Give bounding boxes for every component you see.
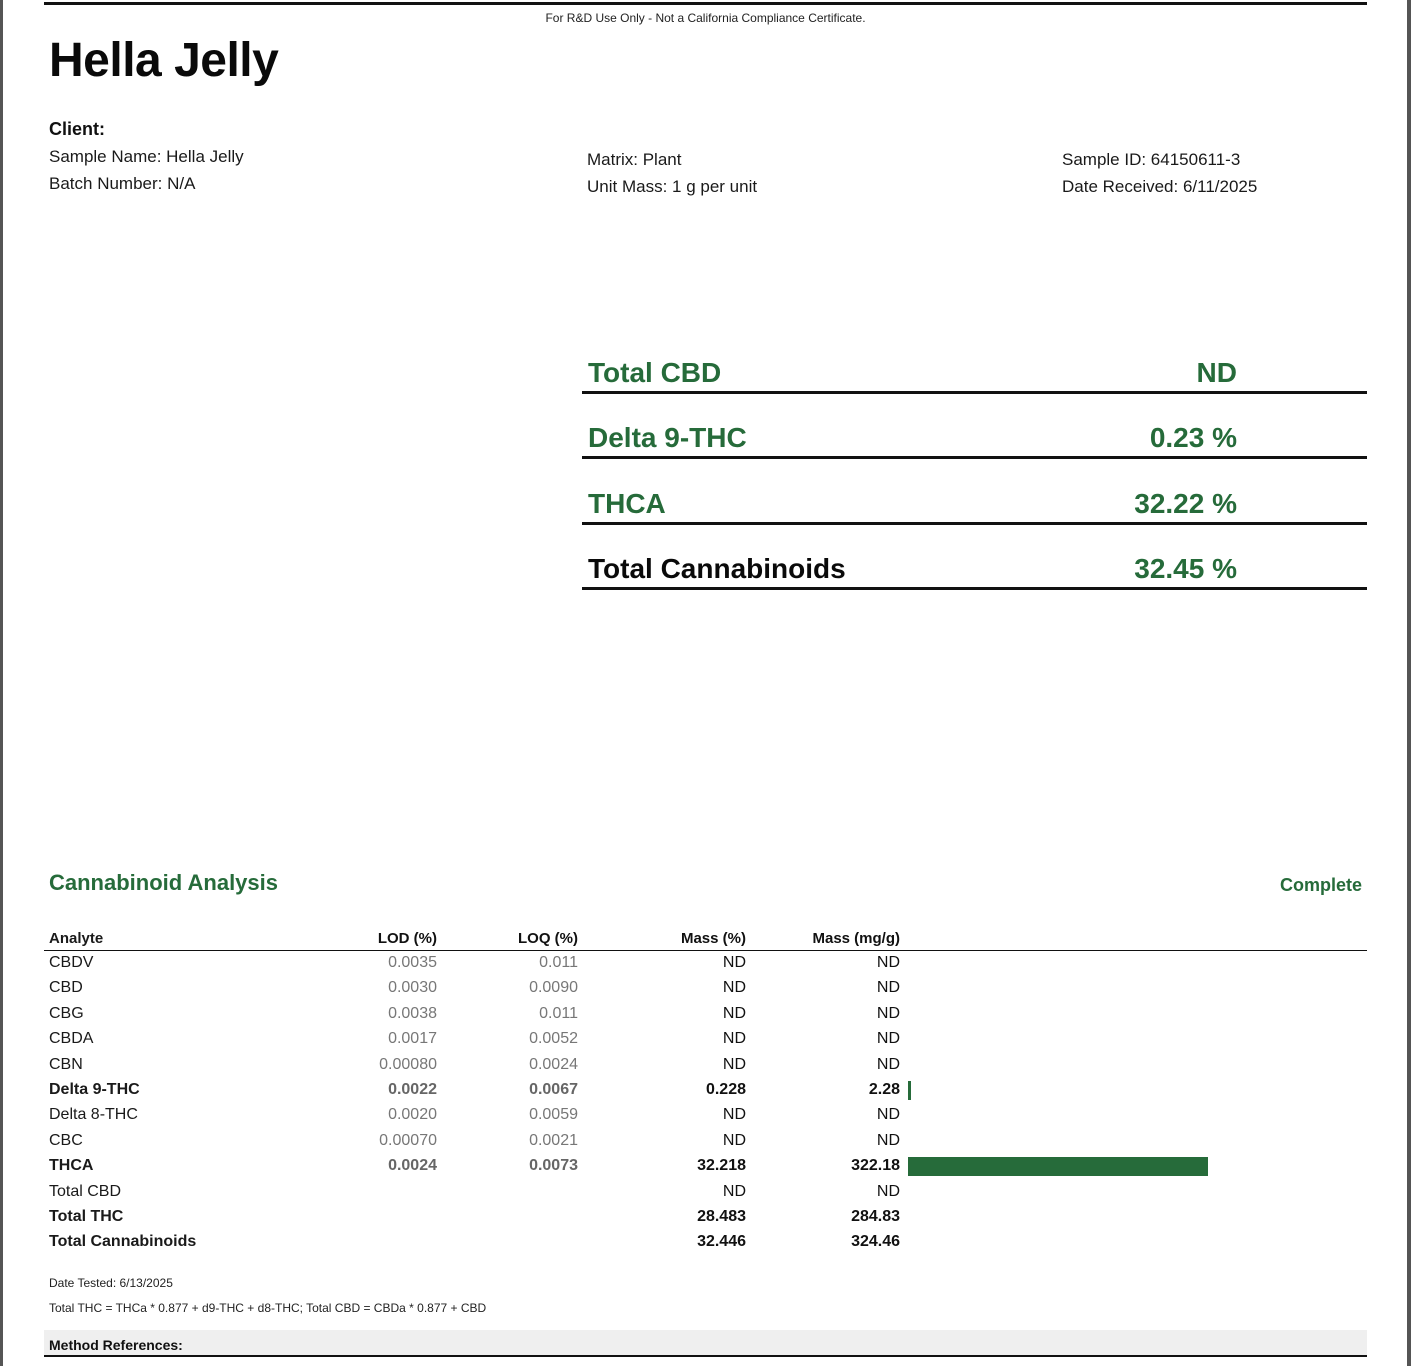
cell-lod: 0.0035 bbox=[388, 954, 437, 971]
cell-loq: 0.0024 bbox=[529, 1055, 578, 1073]
cell-mass-mg: ND bbox=[876, 979, 900, 997]
cell-loq: 0.011 bbox=[539, 954, 578, 971]
status-badge: Complete bbox=[1279, 875, 1362, 895]
sample-name: Sample Name: Hella Jelly bbox=[49, 147, 244, 166]
table-row bbox=[44, 1180, 1367, 1205]
summary-total-cannabinoids bbox=[582, 522, 1367, 590]
cell-analyte: Total THC bbox=[49, 1208, 124, 1225]
header-mass-mg: Mass (mg/g) bbox=[812, 930, 900, 947]
sample-id: Sample ID: 64150611-3 bbox=[1062, 150, 1241, 169]
cell-mass-mg: ND bbox=[876, 1106, 900, 1124]
summary-label: THCA bbox=[588, 488, 666, 519]
client-label: Client: bbox=[49, 119, 105, 139]
cell-lod: 0.0020 bbox=[388, 1106, 437, 1124]
summary-label: Total Cannabinoids bbox=[588, 553, 846, 584]
table-row bbox=[44, 1129, 1367, 1154]
top-rule bbox=[44, 2, 1367, 5]
cell-mass-mg: ND bbox=[876, 1055, 900, 1073]
page-border-right bbox=[1407, 0, 1411, 1366]
mass-bar bbox=[908, 1081, 911, 1100]
unit-mass: Unit Mass: 1 g per unit bbox=[587, 177, 758, 196]
summary-delta9-thc bbox=[582, 391, 1367, 459]
summary-value: ND bbox=[1196, 357, 1237, 388]
page-title: Hella Jelly bbox=[49, 34, 279, 87]
cell-mass-pct: ND bbox=[722, 1106, 746, 1124]
cell-analyte: CBDA bbox=[49, 1030, 94, 1048]
cell-lod: 0.0030 bbox=[388, 979, 437, 997]
method-references-label: Method References: bbox=[49, 1337, 183, 1353]
cell-lod: 0.00070 bbox=[379, 1131, 437, 1149]
header-analyte: Analyte bbox=[49, 930, 104, 947]
cell-lod: 0.0038 bbox=[388, 1004, 437, 1022]
cell-lod: 0.00080 bbox=[379, 1055, 437, 1073]
table-row bbox=[44, 1002, 1367, 1027]
cell-loq: 0.011 bbox=[539, 1004, 578, 1022]
summary-value: 0.23 % bbox=[1149, 422, 1237, 453]
header-lod: LOD (%) bbox=[377, 930, 437, 947]
table-row bbox=[44, 951, 1367, 976]
table-row bbox=[44, 1103, 1367, 1128]
cell-mass-pct: ND bbox=[722, 1131, 746, 1149]
cell-analyte: Total Cannabinoids bbox=[49, 1233, 197, 1251]
cell-mass-mg: ND bbox=[876, 1004, 900, 1022]
date-received: Date Received: 6/11/2025 bbox=[1062, 177, 1258, 196]
cell-mass-mg: ND bbox=[876, 1131, 900, 1149]
header-loq: LOQ (%) bbox=[518, 930, 578, 947]
cell-loq: 0.0090 bbox=[529, 979, 578, 997]
method-references-bar bbox=[44, 1330, 1367, 1355]
table-row bbox=[44, 1205, 1367, 1230]
header-mass-pct: Mass (%) bbox=[680, 930, 746, 947]
table-row bbox=[44, 1078, 1367, 1103]
summary-label: Total CBD bbox=[588, 357, 722, 388]
cell-loq: 0.0059 bbox=[529, 1106, 578, 1124]
table-row bbox=[44, 1154, 1367, 1179]
cell-analyte: CBD bbox=[49, 979, 83, 997]
cell-mass-pct: ND bbox=[722, 954, 746, 971]
cell-mass-mg: ND bbox=[876, 1030, 900, 1048]
cell-mass-mg: 324.46 bbox=[851, 1233, 900, 1251]
summary-value: 32.22 % bbox=[1134, 488, 1237, 519]
summary-thca bbox=[582, 457, 1367, 525]
cell-mass-pct: ND bbox=[722, 1030, 746, 1048]
cell-loq: 0.0052 bbox=[529, 1030, 578, 1048]
cell-mass-pct: ND bbox=[722, 979, 746, 997]
cell-analyte: CBC bbox=[49, 1131, 83, 1149]
batch-number: Batch Number: N/A bbox=[49, 174, 196, 193]
cell-loq: 0.0021 bbox=[529, 1131, 578, 1149]
table-row bbox=[44, 1027, 1367, 1052]
cell-mass-mg: ND bbox=[876, 1182, 900, 1200]
matrix: Matrix: Plant bbox=[587, 150, 682, 169]
rd-notice: For R&D Use Only - Not a California Compliance Certificate. bbox=[545, 11, 866, 25]
cell-mass-mg: ND bbox=[876, 954, 900, 971]
cell-mass-mg: 284.83 bbox=[851, 1208, 900, 1225]
cell-mass-pct: ND bbox=[722, 1055, 746, 1073]
section-title: Cannabinoid Analysis bbox=[49, 870, 279, 895]
cell-analyte: Delta 8-THC bbox=[49, 1106, 138, 1124]
mass-bar bbox=[908, 1157, 1208, 1176]
cell-mass-pct: ND bbox=[722, 1004, 746, 1022]
cell-lod: 0.0022 bbox=[388, 1081, 437, 1098]
bottom-rule bbox=[44, 1355, 1367, 1357]
summary-total-cbd bbox=[582, 326, 1367, 394]
cell-analyte: CBN bbox=[49, 1055, 83, 1073]
date-tested: Date Tested: 6/13/2025 bbox=[49, 1276, 173, 1290]
cell-loq: 0.0067 bbox=[529, 1081, 578, 1098]
cell-mass-pct: 32.218 bbox=[697, 1157, 746, 1175]
table-row bbox=[44, 1053, 1367, 1078]
summary-value: 32.45 % bbox=[1134, 553, 1237, 584]
cell-lod: 0.0024 bbox=[388, 1157, 437, 1175]
table-header bbox=[44, 928, 1367, 951]
cell-lod: 0.0017 bbox=[388, 1030, 437, 1048]
cell-loq: 0.0073 bbox=[529, 1157, 578, 1175]
cell-mass-pct: 28.483 bbox=[697, 1208, 746, 1225]
cell-mass-mg: 2.28 bbox=[868, 1081, 900, 1098]
cell-mass-pct: ND bbox=[722, 1182, 746, 1200]
cell-analyte: CBDV bbox=[49, 954, 94, 971]
summary-label: Delta 9-THC bbox=[588, 422, 747, 453]
formula-note: Total THC = THCa * 0.877 + d9-THC + d8-THC; Total CBD = CBDa * 0.877 + CBD bbox=[49, 1301, 487, 1315]
table-row bbox=[44, 1230, 1367, 1255]
cell-mass-pct: 32.446 bbox=[697, 1233, 746, 1251]
cell-analyte: THCA bbox=[49, 1157, 94, 1175]
cell-analyte: Delta 9-THC bbox=[49, 1081, 140, 1098]
page-border-left bbox=[0, 0, 3, 1366]
table-row bbox=[44, 976, 1367, 1001]
cell-mass-pct: 0.228 bbox=[705, 1081, 746, 1098]
cell-analyte: Total CBD bbox=[49, 1182, 122, 1200]
cell-mass-mg: 322.18 bbox=[851, 1157, 900, 1175]
cell-analyte: CBG bbox=[49, 1004, 84, 1022]
